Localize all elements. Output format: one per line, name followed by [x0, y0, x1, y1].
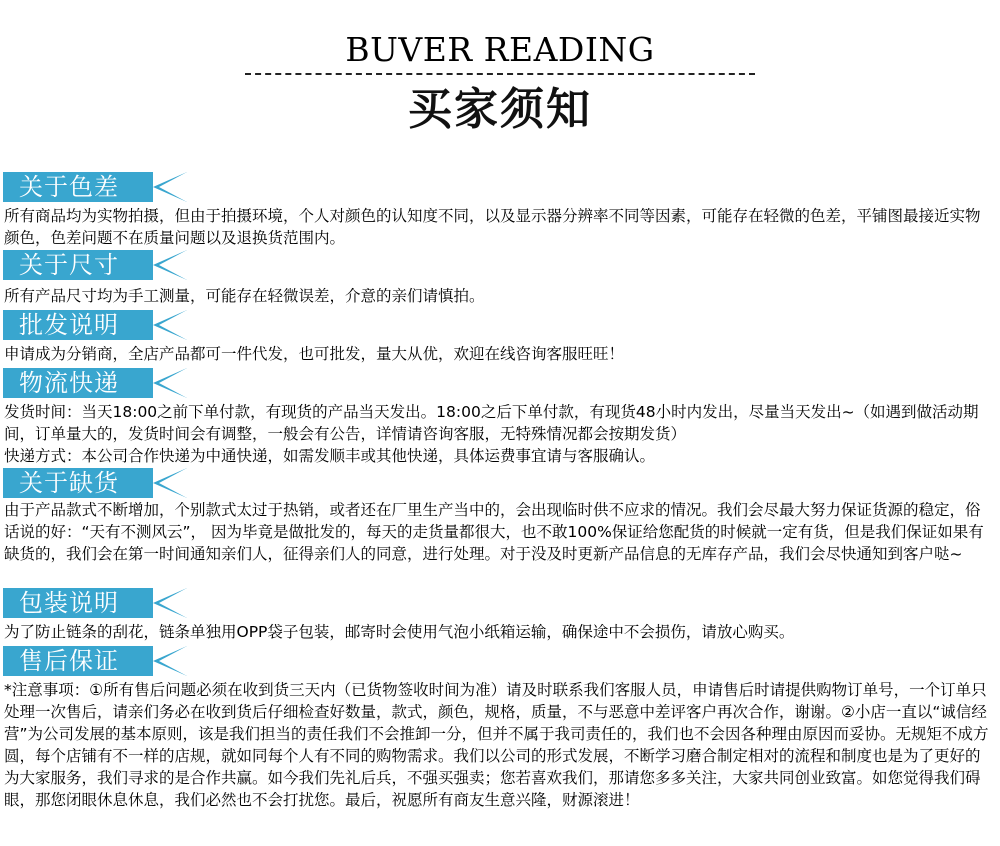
section-body-wholesale — [4, 343, 994, 365]
section-title: 售后保证 — [19, 647, 119, 675]
section-header-out-of-stock — [3, 468, 187, 498]
paragraph: 所有商品均为实物拍摄，但由于拍摄环境，个人对颜色的认知度不同，以及显示器分辨率不同等因素，可能存在轻微的色差，平铺图最接近实物颜色，色差问题不在质量问题以及退换货范围内。 — [4, 207, 981, 247]
section-body-out-of-stock — [4, 499, 994, 565]
section-header-after-sales — [3, 646, 187, 676]
section-title: 关于尺寸 — [19, 251, 119, 279]
section-title: 关于色差 — [19, 173, 119, 201]
paragraph: *注意事项：①所有售后问题必须在收到货三天内（已货物签收时间为准）请及时联系我们客服人员，申请售后时请提供购物订单号，一个订单只处理一次售后，请亲们务必在收到货后仔细检查好数量，款式，颜色，规格，质量，不与恶意中差评客户再次合作，谢谢。②小店一直以“诚信经营”为公司发展的基本原则，该是我们担当的责任我们不会推卸一分，但并不属于我司责任的，我们也不会因各种理由原因而妥协。无规矩不成方圆，每个店铺有不一样的店规，就如同每个人有不同的购物需求。我们以公司的形式发展，不断学习磨合制定相对的流程和制度也是为了更好的为大家服务，我们寻求的是合作共赢。如今我们先礼后兵，不强买强卖；您若喜欢我们，那请您多多关注，大家共同创业致富。如您觉得我们碍眼，那您闭眼休息休息，我们必然也不会打扰您。最后，祝愿所有商友生意兴隆，财源滚进！ — [4, 681, 989, 809]
section-header-packaging — [3, 588, 187, 618]
section-body-packaging — [4, 621, 994, 643]
section-body-color-difference — [4, 205, 994, 249]
section-title: 批发说明 — [19, 311, 119, 339]
paragraph: 快递方式：本公司合作快递为中通快递，如需发顺丰或其他快递，具体运费事宜请与客服确认。 — [4, 447, 656, 465]
paragraph: 所有产品尺寸均为手工测量，可能存在轻微误差，介意的亲们请慎拍。 — [4, 287, 485, 305]
section-header-wholesale — [3, 310, 187, 340]
section-body-size — [4, 285, 994, 307]
english-title: BUVER READING — [345, 30, 655, 69]
section-body-logistics — [4, 401, 994, 467]
page-title: 买家须知 — [408, 84, 592, 135]
paragraph: 发货时间：当天18:00之前下单付款，有现货的产品当天发出。18:00之后下单付款，有现货48小时内发出，尽量当天发出~（如遇到做活动期间，订单量大的，发货时间会有调整，一般会有公告，详情请咨询客服，无特殊情况都会按期发货） — [4, 403, 979, 443]
paragraph: 为了防止链条的刮花，链条单独用OPP袋子包装，邮寄时会使用气泡小纸箱运输，确保途中不会损伤，请放心购买。 — [4, 623, 795, 641]
section-title: 物流快递 — [19, 369, 119, 397]
section-body-after-sales — [4, 679, 994, 811]
paragraph: 申请成为分销商，全店产品都可一件代发，也可批发，量大从优，欢迎在线咨询客服旺旺！ — [4, 345, 625, 363]
section-header-size — [3, 250, 187, 280]
section-title: 关于缺货 — [19, 469, 119, 497]
section-title: 包装说明 — [19, 589, 119, 617]
paragraph: 由于产品款式不断增加，个别款式太过于热销，或者还在厂里生产当中的，会出现临时供不应求的情况。我们会尽最大努力保证货源的稳定，俗话说的好：“天有不测风云”， 因为毕竟是做批发的，每天的走货量都很大，也不敢100%保证给您配货的时候就一定有货，但是我们保证如果有缺货的，我们会在第一时间通知亲们人，征得亲们人的同意，进行处理。对于没及时更新产品信息的无库存产品，我们会尽快通知到客户哒~ — [4, 501, 984, 563]
section-header-color-difference — [3, 172, 187, 202]
section-header-logistics — [3, 368, 187, 398]
dashed-divider — [245, 73, 755, 75]
page-header — [0, 0, 1000, 150]
